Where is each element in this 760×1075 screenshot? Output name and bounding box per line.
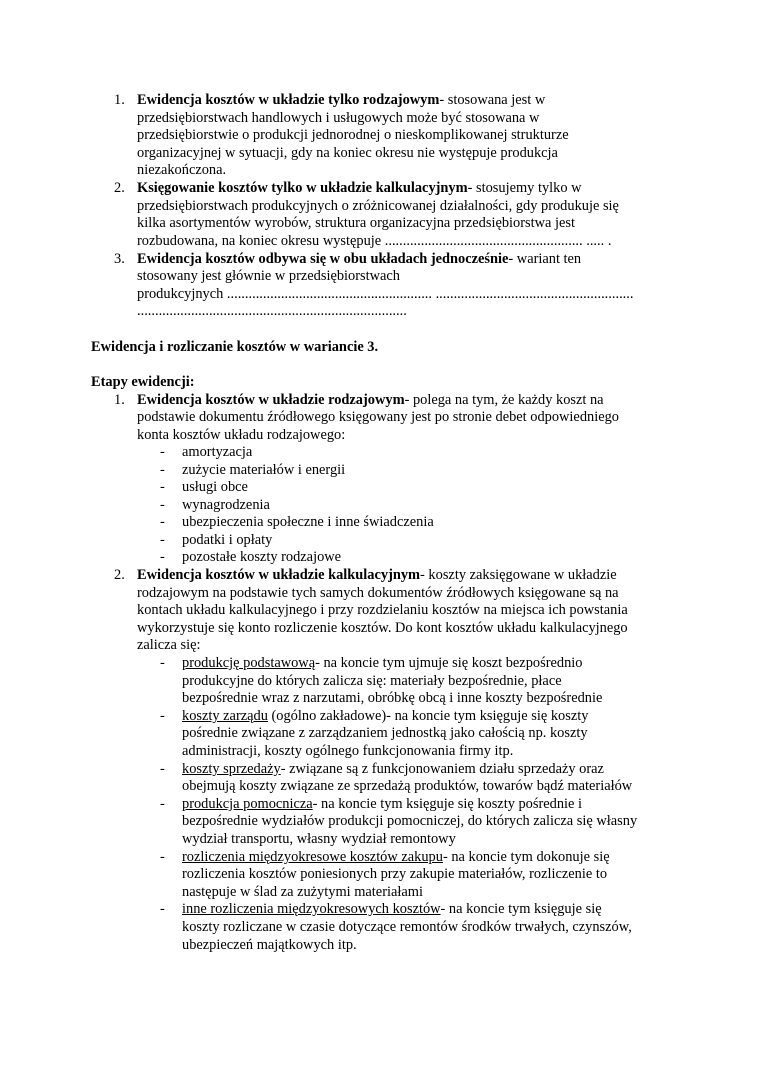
bullet-item: ubezpieczenia społeczne i inne świadczenia — [182, 514, 434, 530]
item-text: - polega na tym, że każdy koszt na — [404, 392, 604, 408]
list-item-line: podstawie dokumentu źródłowego księgowany jest po stronie debet odpowiedniego — [137, 409, 619, 425]
list-item-line: ........................................................................... — [137, 303, 407, 319]
list-item-line: niezakończona. — [137, 162, 227, 178]
item-text: - stosowana jest w — [439, 92, 546, 108]
bullet-item: wynagrodzenia — [182, 497, 270, 513]
list-item-line: organizacyjnej w sytuacji, gdy na koniec okresu nie występuje produkcja — [137, 145, 558, 161]
sub-item-term: rozliczenia międzyokresowe kosztów zakupu — [182, 849, 443, 865]
item-title: Ewidencja kosztów w układzie tylko rodzajowym — [137, 92, 440, 108]
bullet-item: zużycie materiałów i energii — [182, 462, 346, 478]
sub-item-line: administracji, koszty ogólnego funkcjonowania firmy itp. — [182, 743, 514, 759]
item-text: - wariant ten — [508, 251, 582, 267]
sub-item-line: wydział transportu, własny wydział remontowy — [182, 831, 456, 847]
list-item-line: kontach układu kalkulacyjnego i przy rozdzielaniu kosztów na miejsca ich powstania — [137, 602, 628, 618]
sub-item-text: - na koncie tym dokonuje się — [442, 849, 610, 865]
bullet-dash: - — [160, 655, 165, 671]
list-item-line: rodzajowym na podstawie tych samych dokumentów źródłowych księgowane są na — [137, 585, 619, 601]
subsection-heading — [91, 374, 195, 392]
list-item-line: przedsiębiorstwach produkcyjnych o zróżnicowanej działalności, gdy produkuje się — [137, 198, 619, 214]
sub-item-text: - na koncie tym księguje się — [440, 901, 602, 917]
list-number: 1. — [114, 92, 125, 108]
item-title: Ewidencja kosztów w układzie rodzajowym — [137, 392, 405, 408]
sub-item-line: koszty rozliczane w czasie dotyczące remontów środków trwałych, czynszów, — [182, 919, 632, 935]
sub-item-line: obejmują koszty związane ze sprzedażą produktów, towarów bądź materiałów — [182, 778, 633, 794]
sub-item-text: - na koncie tym księguje się koszty pośrednie i — [312, 796, 583, 812]
bullet-item: usługi obce — [182, 479, 248, 495]
sub-item-text: - na koncie tym ujmuje się koszt bezpośrednio — [315, 655, 583, 671]
list-item-line: stosowany jest głównie w przedsiębiorstwach — [137, 268, 400, 284]
item-title: Ewidencja kosztów w układzie kalkulacyjnym — [137, 567, 421, 583]
subsection-heading-text: Etapy ewidencji: — [91, 374, 195, 390]
item-text: - stosujemy tylko w — [467, 180, 582, 196]
list-number: 2. — [114, 180, 125, 196]
list-number: 3. — [114, 251, 125, 267]
sub-item-line: rozliczenia kosztów poniesionych przy zakupie materiałów, rozliczenie to — [182, 866, 608, 882]
list-item-line: kilka asortymentów wyrobów, struktura organizacyjna przedsiębiorstwa jest — [137, 215, 575, 231]
bullet-dash: - — [160, 849, 165, 865]
item-title: Ewidencja kosztów odbywa się w obu układach jednocześnie — [137, 251, 509, 267]
section-heading — [91, 339, 378, 357]
bullet-item: amortyzacja — [182, 444, 253, 460]
bullet-dash: - — [160, 901, 165, 917]
list-item-line — [137, 392, 604, 410]
list-item-line: wykorzystuje się konto rozliczenie kosztów. Do kont kosztów układu kalkulacyjnego — [137, 620, 628, 636]
bullet-dash: - — [160, 708, 165, 724]
bullet-dash: - — [160, 479, 165, 495]
item-title: Księgowanie kosztów tylko w układzie kalkulacyjnym — [137, 180, 468, 196]
bullet-dash: - — [160, 514, 165, 530]
list-item-line: konta kosztów układu rodzajowego: — [137, 427, 346, 443]
bullet-dash: - — [160, 532, 165, 548]
sub-item-line — [182, 901, 602, 919]
sub-item-line: pośrednie związane z zarządzaniem jednostką jako całością np. koszty — [182, 725, 588, 741]
sub-item-line — [182, 708, 588, 726]
sub-item-line — [182, 849, 610, 867]
sub-item-line — [182, 796, 582, 814]
sub-item-text: - związane są z funkcjonowaniem działu sprzedaży oraz — [280, 761, 604, 777]
sub-item-term: koszty sprzedaży — [182, 761, 281, 777]
list-item-line — [137, 251, 581, 269]
list-item-line: produkcyjnych ......................................................... ....................................................... — [137, 286, 634, 302]
sub-item-line: ubezpieczeń majątkowych itp. — [182, 937, 357, 953]
list-number: 1. — [114, 392, 125, 408]
sub-item-line — [182, 761, 604, 779]
bullet-dash: - — [160, 497, 165, 513]
bullet-dash: - — [160, 761, 165, 777]
sub-item-term: inne rozliczenia międzyokresowych kosztów — [182, 901, 441, 917]
list-item-line — [137, 92, 545, 110]
list-item-line: przedsiębiorstwach handlowych i usługowych może być stosowana w — [137, 110, 540, 126]
list-item-line: zalicza się: — [137, 637, 201, 653]
bullet-dash: - — [160, 462, 165, 478]
bullet-dash: - — [160, 796, 165, 812]
item-text: - koszty zaksięgowane w układzie — [420, 567, 617, 583]
bullet-item: pozostałe koszty rodzajowe — [182, 549, 342, 565]
sub-item-line: następuje w ślad za zużytymi materiałami — [182, 884, 423, 900]
list-number: 2. — [114, 567, 125, 583]
section-heading-text: Ewidencja i rozliczanie kosztów w wariancie 3. — [91, 339, 379, 355]
bullet-item: podatki i opłaty — [182, 532, 273, 548]
list-item-line — [137, 567, 617, 585]
bullet-dash: - — [160, 549, 165, 565]
sub-item-term: produkcja pomocnicza — [182, 796, 313, 812]
sub-item-term: produkcję podstawową — [182, 655, 316, 671]
sub-item-line: bezpośrednie wraz z narzutami, obróbkę obcą i inne koszty bezpośrednie — [182, 690, 603, 706]
bullet-dash: - — [160, 444, 165, 460]
list-item-line: przedsiębiorstwie o produkcji jednorodnej o nieskomplikowanej strukturze — [137, 127, 569, 143]
sub-item-text: (ogólno zakładowe)- na koncie tym księguje się koszty — [267, 708, 589, 724]
sub-item-line: bezpośrednie wydziałów produkcji pomocniczej, do których zalicza się własny — [182, 813, 638, 829]
list-item-line: rozbudowana, na koniec okresu występuje ....................................................... ..... . — [137, 233, 612, 249]
sub-item-term: koszty zarządu — [182, 708, 268, 724]
sub-item-line: produkcyjne do których zalicza się: materiały bezpośrednie, płace — [182, 673, 562, 689]
sub-item-line — [182, 655, 582, 673]
list-item-line — [137, 180, 582, 198]
